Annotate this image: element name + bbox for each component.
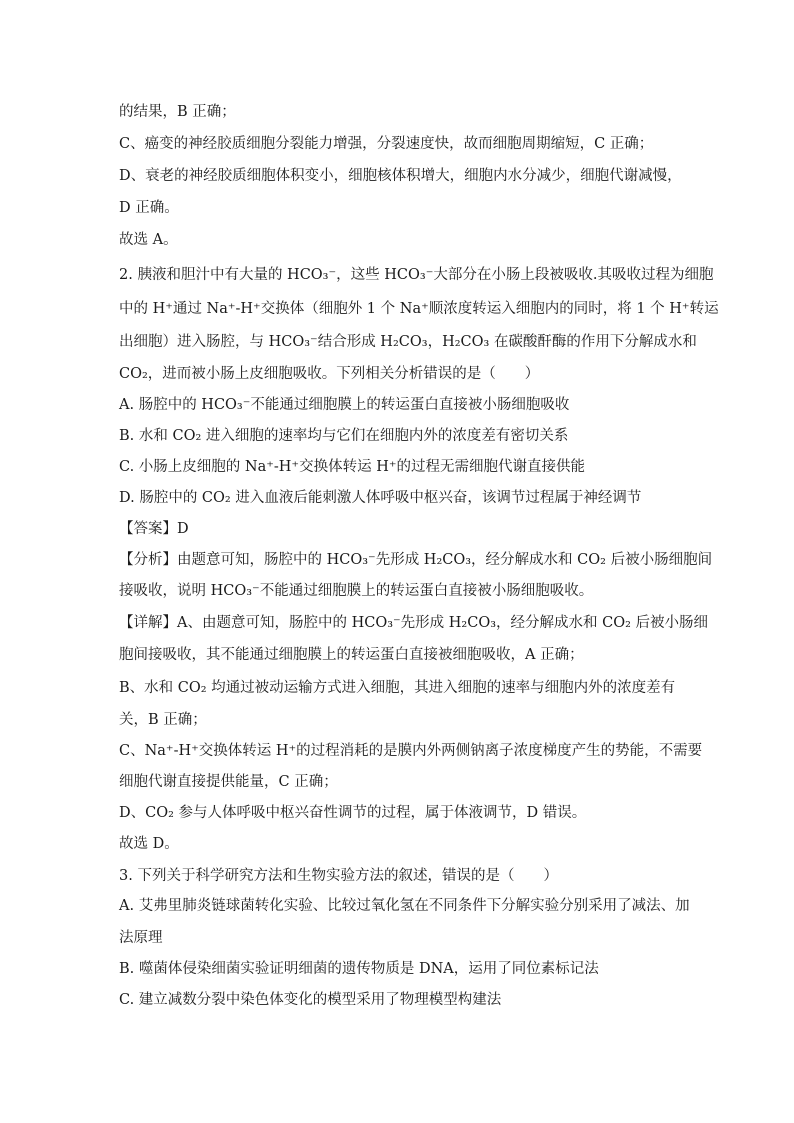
option-a: A. 艾弗里肺炎链球菌转化实验、比较过氧化氢在不同条件下分解实验分别采用了减法、加 (119, 898, 690, 914)
text-line: 故选 A。 (119, 232, 178, 248)
question-2-stem: 2. 胰液和胆汁中有大量的 HCO₃⁻，这些 HCO₃⁻大部分在小肠上段被吸收.其吸收过程为细胞 (119, 267, 714, 283)
option-a: A. 肠腔中的 HCO₃⁻不能通过细胞膜上的转运蛋白直接被小肠细胞吸收 (119, 397, 570, 413)
text-line: D 正确。 (119, 200, 179, 216)
text-line: 接吸收，说明 HCO₃⁻不能通过细胞膜上的转运蛋白直接被小肠细胞吸收。 (119, 583, 594, 599)
text-line: 中的 H⁺通过 Na⁺-H⁺交换体（细胞外 1 个 Na⁺顺浓度转运入细胞内的同时，将 1 个 H⁺转运 (119, 301, 719, 317)
option-d: D. 肠腔中的 CO₂ 进入血液后能刺激人体呼吸中枢兴奋，该调节过程属于神经调节 (119, 490, 642, 506)
text-line: 的结果，B 正确； (119, 104, 236, 120)
text-line: D、CO₂ 参与人体呼吸中枢兴奋性调节的过程，属于体液调节，D 错误。 (119, 805, 587, 821)
option-b: B. 噬菌体侵染细菌实验证明细菌的遗传物质是 DNA，运用了同位素标记法 (119, 961, 599, 977)
option-c: C. 建立减数分裂中染色体变化的模型采用了物理模型构建法 (119, 992, 502, 1008)
option-b: B. 水和 CO₂ 进入细胞的速率均与它们在细胞内外的浓度差有密切关系 (119, 428, 569, 444)
text-line: B、水和 CO₂ 均通过被动运输方式进入细胞，其进入细胞的速率与细胞内外的浓度差有 (119, 680, 676, 696)
text-line: 法原理 (119, 930, 163, 946)
text-line: C、癌变的神经胶质细胞分裂能力增强，分裂速度快，故而细胞周期缩短，C 正确； (119, 136, 654, 152)
analysis-text: 【分析】由题意可知，肠腔中的 HCO₃⁻先形成 H₂CO₃，经分解成水和 CO₂ 后被小肠细胞间 (119, 552, 713, 568)
answer-label: 【答案】D (119, 521, 189, 537)
explanation-text: 【详解】A、由题意可知，肠腔中的 HCO₃⁻先形成 H₂CO₃，经分解成水和 CO₂ 后被小肠细 (119, 615, 709, 631)
text-line: D、衰老的神经胶质细胞体积变小，细胞核体积增大，细胞内水分减少，细胞代谢减慢， (119, 168, 682, 184)
text-line: C、Na⁺-H⁺交换体转运 H⁺的过程消耗的是膜内外两侧钠离子浓度梯度产生的势能，不需要 (119, 743, 703, 759)
text-line: 细胞代谢直接提供能量，C 正确； (119, 774, 338, 790)
question-3-stem: 3. 下列关于科学研究方法和生物实验方法的叙述，错误的是（ ） (119, 868, 558, 884)
text-line: 出细胞）进入肠腔，与 HCO₃⁻结合形成 H₂CO₃，H₂CO₃ 在碳酸酐酶的作用下分解成水和 (119, 334, 697, 350)
text-line: CO₂，进而被小肠上皮细胞吸收。下列相关分析错误的是（ ） (119, 366, 540, 382)
option-c: C. 小肠上皮细胞的 Na⁺-H⁺交换体转运 H⁺的过程无需细胞代谢直接供能 (119, 459, 585, 475)
text-line: 胞间接吸收，其不能通过细胞膜上的转运蛋白直接被细胞吸收，A 正确； (119, 647, 584, 663)
text-line: 关，B 正确； (119, 712, 207, 728)
text-line: 故选 D。 (119, 836, 179, 852)
